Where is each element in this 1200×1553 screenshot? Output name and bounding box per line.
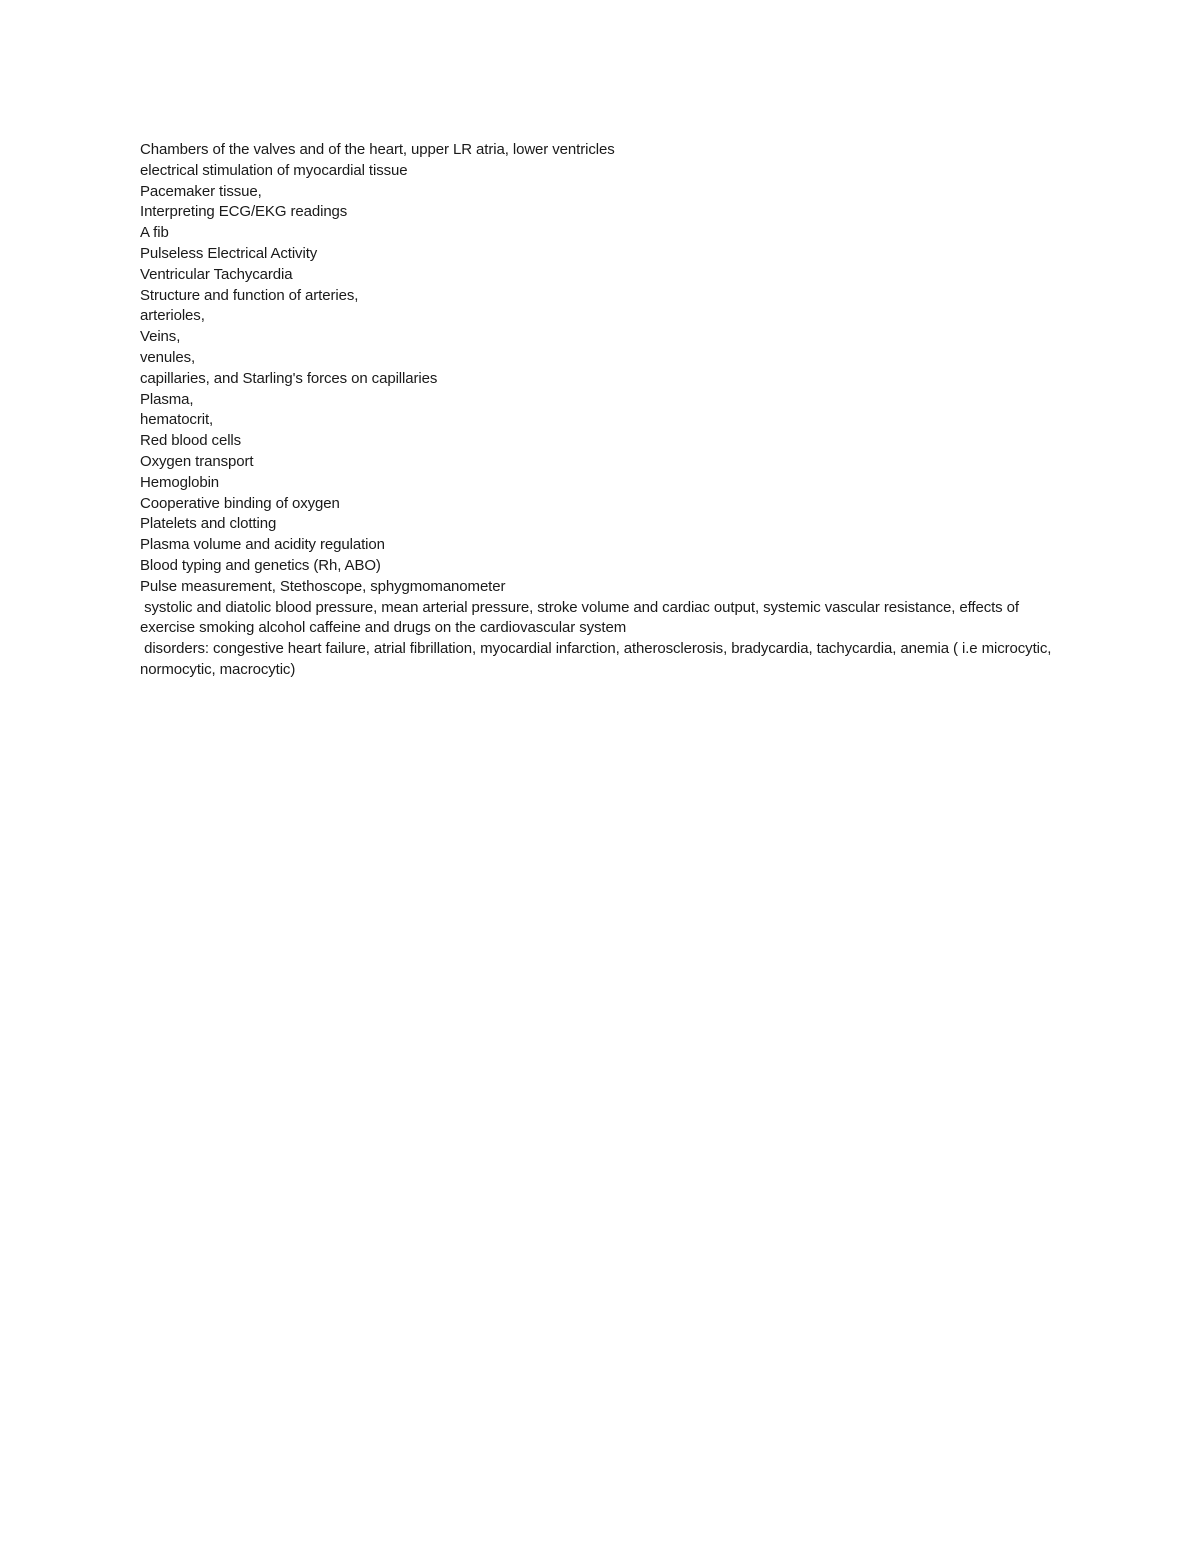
text-line: hematocrit, <box>140 411 214 429</box>
document-body <box>140 140 1065 681</box>
text-line: Plasma, <box>140 390 194 408</box>
text-line: Hemoglobin <box>140 473 220 491</box>
text-line: Interpreting ECG/EKG readings <box>140 203 348 221</box>
text-line: capillaries, and Starling's forces on capillaries <box>140 369 438 387</box>
text-line: arterioles, <box>140 307 205 325</box>
text-line: electrical stimulation of myocardial tissue <box>140 161 408 179</box>
text-line: Plasma volume and acidity regulation <box>140 536 385 554</box>
text-line: Red blood cells <box>140 432 242 450</box>
text-line: systolic and diatolic blood pressure, mean arterial pressure, stroke volume and cardiac output, systemic vascular resistance, effects of exercise smoking alcohol caffeine and drugs on the cardiovascular system <box>140 598 1024 637</box>
text-line: Chambers of the valves and of the heart, upper LR atria, lower ventricles <box>140 141 615 158</box>
text-line: Ventricular Tachycardia <box>140 265 293 283</box>
text-line: Veins, <box>140 328 181 346</box>
text-line: A fib <box>140 224 169 242</box>
text-line: Blood typing and genetics (Rh, ABO) <box>140 556 381 574</box>
text-line: disorders: congestive heart failure, atrial fibrillation, myocardial infarction, atherosclerosis, bradycardia, tachycardia, anemia ( i.e microcytic, normocytic, macrocytic) <box>140 640 1056 678</box>
text-line: Pulse measurement, Stethoscope, sphygmomanometer <box>140 577 506 595</box>
text-line: Structure and function of arteries, <box>140 286 359 304</box>
text-line: Oxygen transport <box>140 452 254 470</box>
text-line: venules, <box>140 348 196 366</box>
text-line: Platelets and clotting <box>140 515 277 533</box>
text-line: Pulseless Electrical Activity <box>140 244 318 262</box>
text-line: Cooperative binding of oxygen <box>140 494 340 512</box>
text-line: Pacemaker tissue, <box>140 182 262 200</box>
